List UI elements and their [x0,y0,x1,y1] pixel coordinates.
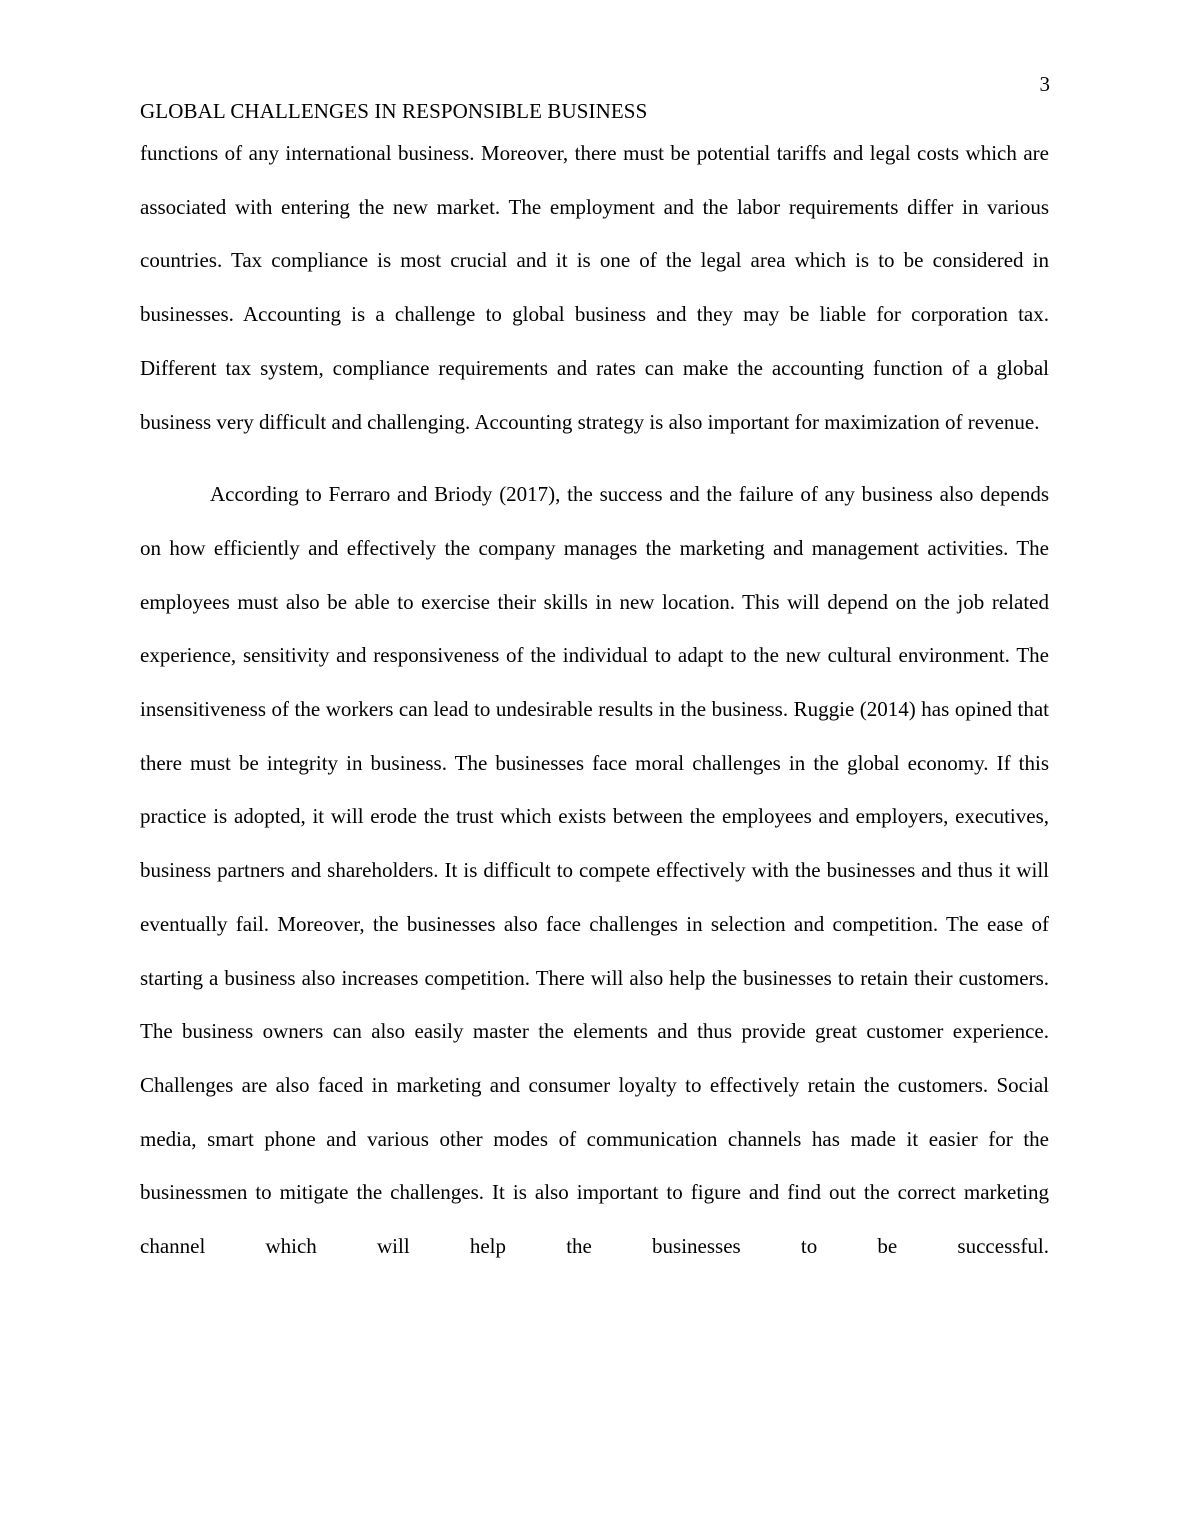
page-number: 3 [1039,72,1050,96]
paragraph-continuation: functions of any international business. Moreover, there must be potential tariffs and legal costs which are associated with entering the new market. The employment and the labor requirements differ in various countries. Tax compliance is most crucial and it is one of the legal area which is to be considered in businesses. Accounting is a challenge to global business and they may be liable for corporation tax. Different tax system, compliance requirements and rates can make the accounting function of a global business very difficult and challenging. Accounting strategy is also important for maximization of revenue. [140,141,1049,434]
paragraph-ferraro-briody: According to Ferraro and Briody (2017), the success and the failure of any business also depends on how efficiently and effectively the company manages the marketing and management activities. The employees must also be able to exercise their skills in new location. This will depend on the job related experience, sensitivity and responsiveness of the individual to adapt to the new cultural environment. The insensitiveness of the workers can lead to undesirable results in the business. Ruggie (2014) has opined that there must be integrity in business. The businesses face moral challenges in the global economy. If this practice is adopted, it will erode the trust which exists between the employees and employers, executives, business partners and shareholders. It is difficult to compete effectively with the businesses and thus it will eventually fail. Moreover, the businesses also face challenges in selection and competition. The ease of starting a business also increases competition. There will also help the businesses to retain their customers. The business owners can also easily master the elements and thus provide great customer experience. Challenges are also faced in marketing and consumer loyalty to effectively retain the customers. Social media, smart phone and various other modes of communication channels has made it easier for the businessmen to mitigate the challenges. It is also important to figure and find out the correct marketing channel which will help the businesses to be successful. [140,482,1049,1259]
running-head: GLOBAL CHALLENGES IN RESPONSIBLE BUSINESS [140,99,648,123]
body-text [140,127,1049,1274]
